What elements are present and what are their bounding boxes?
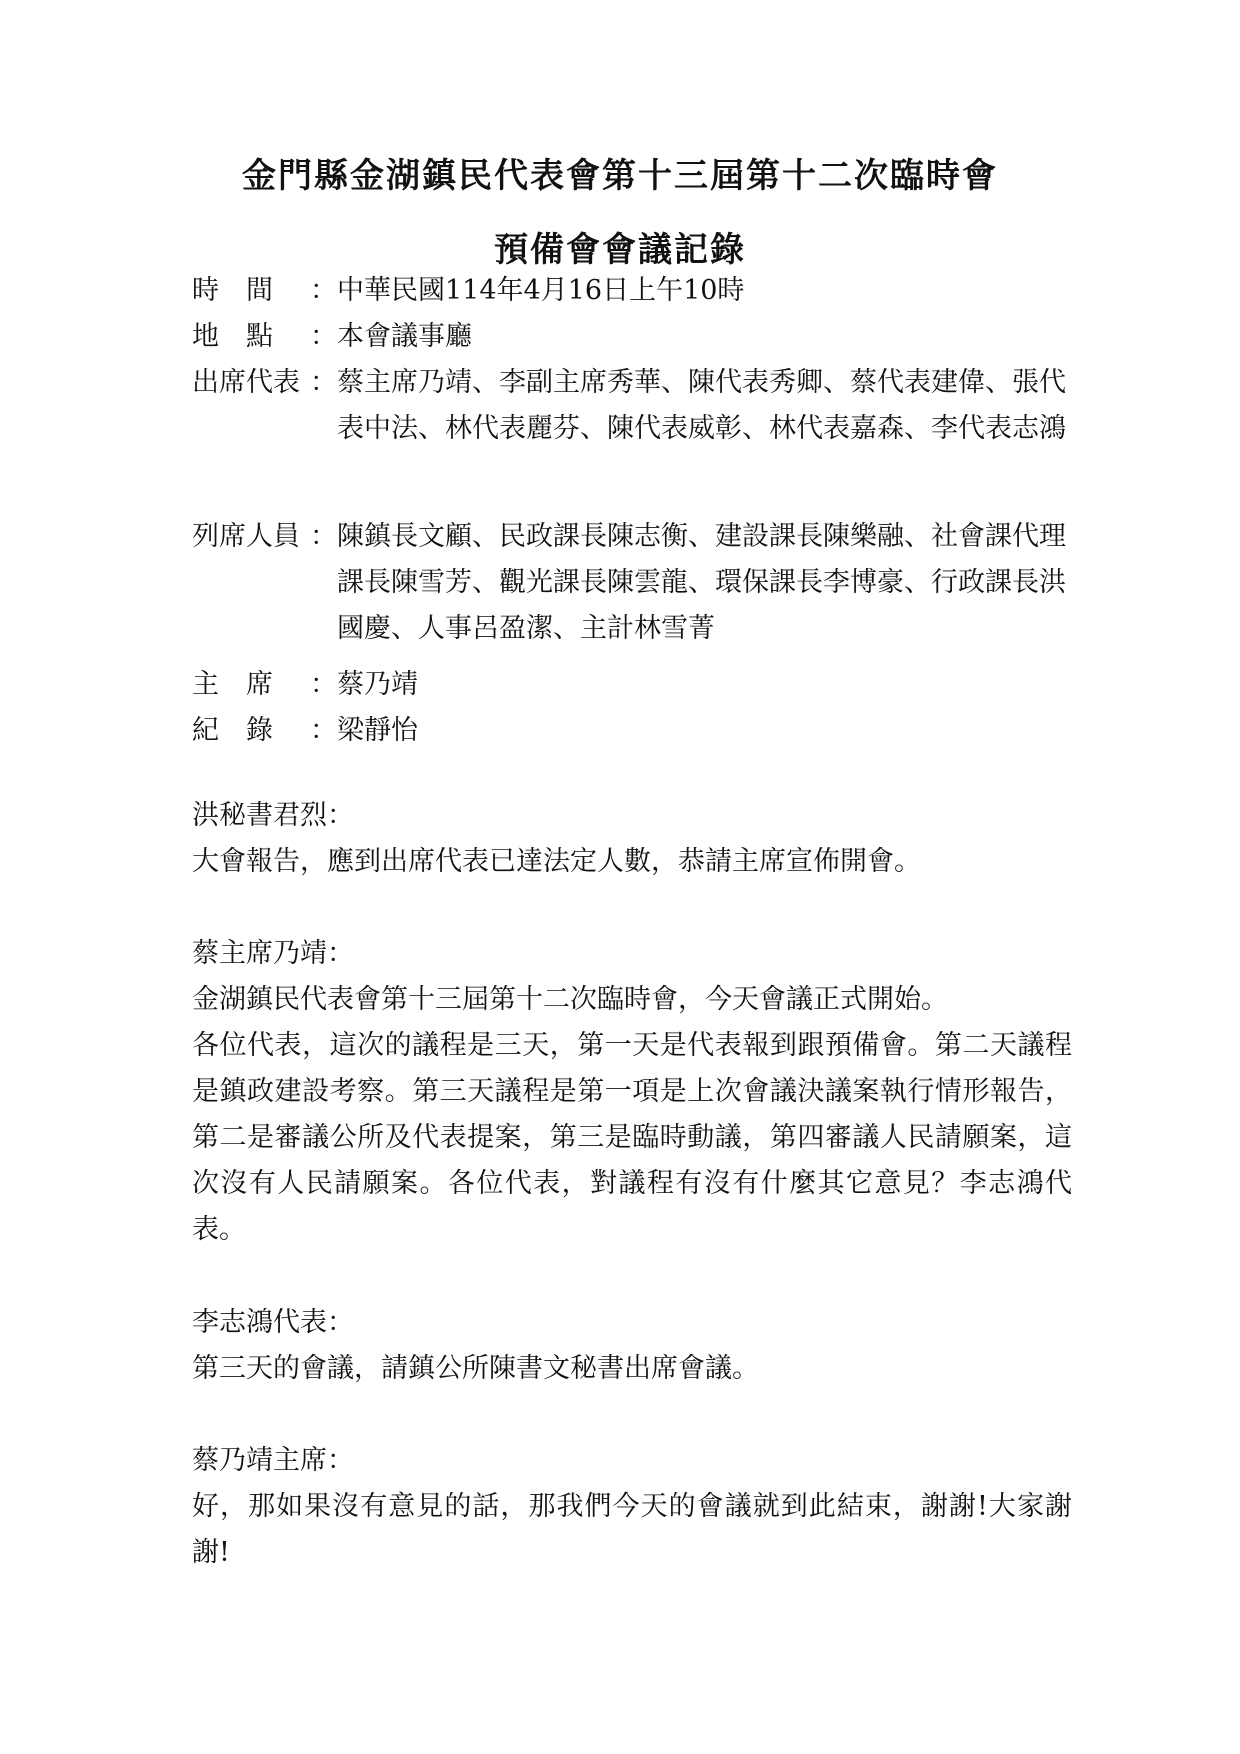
speech-text: 好，那如果沒有意見的話，那我們今天的會議就到此結束，謝謝!大家謝謝! [192,1491,1072,1568]
field-recorder-value: 梁靜怡 [337,715,418,746]
field-recorder-label: 紀 錄 [192,715,273,746]
colon: ： [310,367,337,398]
colon: ： [310,275,337,306]
field-place-label: 地 點 [192,321,273,352]
speech-text: 第三天的會議，請鎮公所陳書文秘書出席會議。 [192,1353,759,1384]
field-time [192,268,1072,314]
field-attendees-label: 出席代表 [192,367,300,398]
field-attendees-value: 蔡主席乃靖、李副主席秀華、陳代表秀卿、蔡代表建偉、張代表中法、林代表麗芬、陳代表威彰、林代表嘉森、李代表志鴻 [337,367,1066,444]
field-observers-value: 陳鎮長文顧、民政課長陳志衡、建設課長陳樂融、社會課代理課長陳雪芳、觀光課長陳雲龍、環保課長李博豪、行政課長洪國慶、人事呂盈潔、主計林雪菁 [337,521,1066,644]
speaker-name: 李志鴻代表： [192,1307,354,1338]
colon: ： [310,715,337,746]
field-place-value: 本會議事廳 [337,321,472,352]
colon: ： [310,521,337,552]
speaker-name: 洪秘書君烈： [192,800,354,831]
colon: ： [310,321,337,352]
field-time-label: 時 間 [192,275,273,306]
field-chair-value: 蔡乃靖 [337,669,418,700]
field-chair-label: 主 席 [192,669,273,700]
speaker-name: 蔡乃靖主席： [192,1445,354,1476]
speech-text: 各位代表，這次的議程是三天，第一天是代表報到跟預備會。第二天議程是鎮政建設考察。第三天議程是第一項是上次會議決議案執行情形報告，第二是審議公所及代表提案，第三是臨時動議，第四審議人民請願案，這次沒有人民請願案。各位代表，對議程有沒有什麼其它意見？李志鴻代表。 [192,1030,1072,1245]
document-subtitle: 預備會會議記錄 [494,230,746,270]
field-observers-label: 列席人員 [192,521,300,552]
colon: ： [310,669,337,700]
speaker-name: 蔡主席乃靖： [192,938,354,969]
speech-text: 金湖鎮民代表會第十三屆第十二次臨時會，今天會議正式開始。 [192,984,948,1015]
speech-text: 大會報告，應到出席代表已達法定人數，恭請主席宣佈開會。 [192,846,921,877]
field-attendees [192,360,1072,452]
field-observers [192,514,1072,652]
field-place [192,314,1072,360]
document-title: 金門縣金湖鎮民代表會第十三屆第十二次臨時會 [242,156,998,196]
field-time-value: 中華民國114年4月16日上午10時 [337,275,745,306]
field-chair [192,662,1072,708]
field-recorder [192,708,1072,754]
